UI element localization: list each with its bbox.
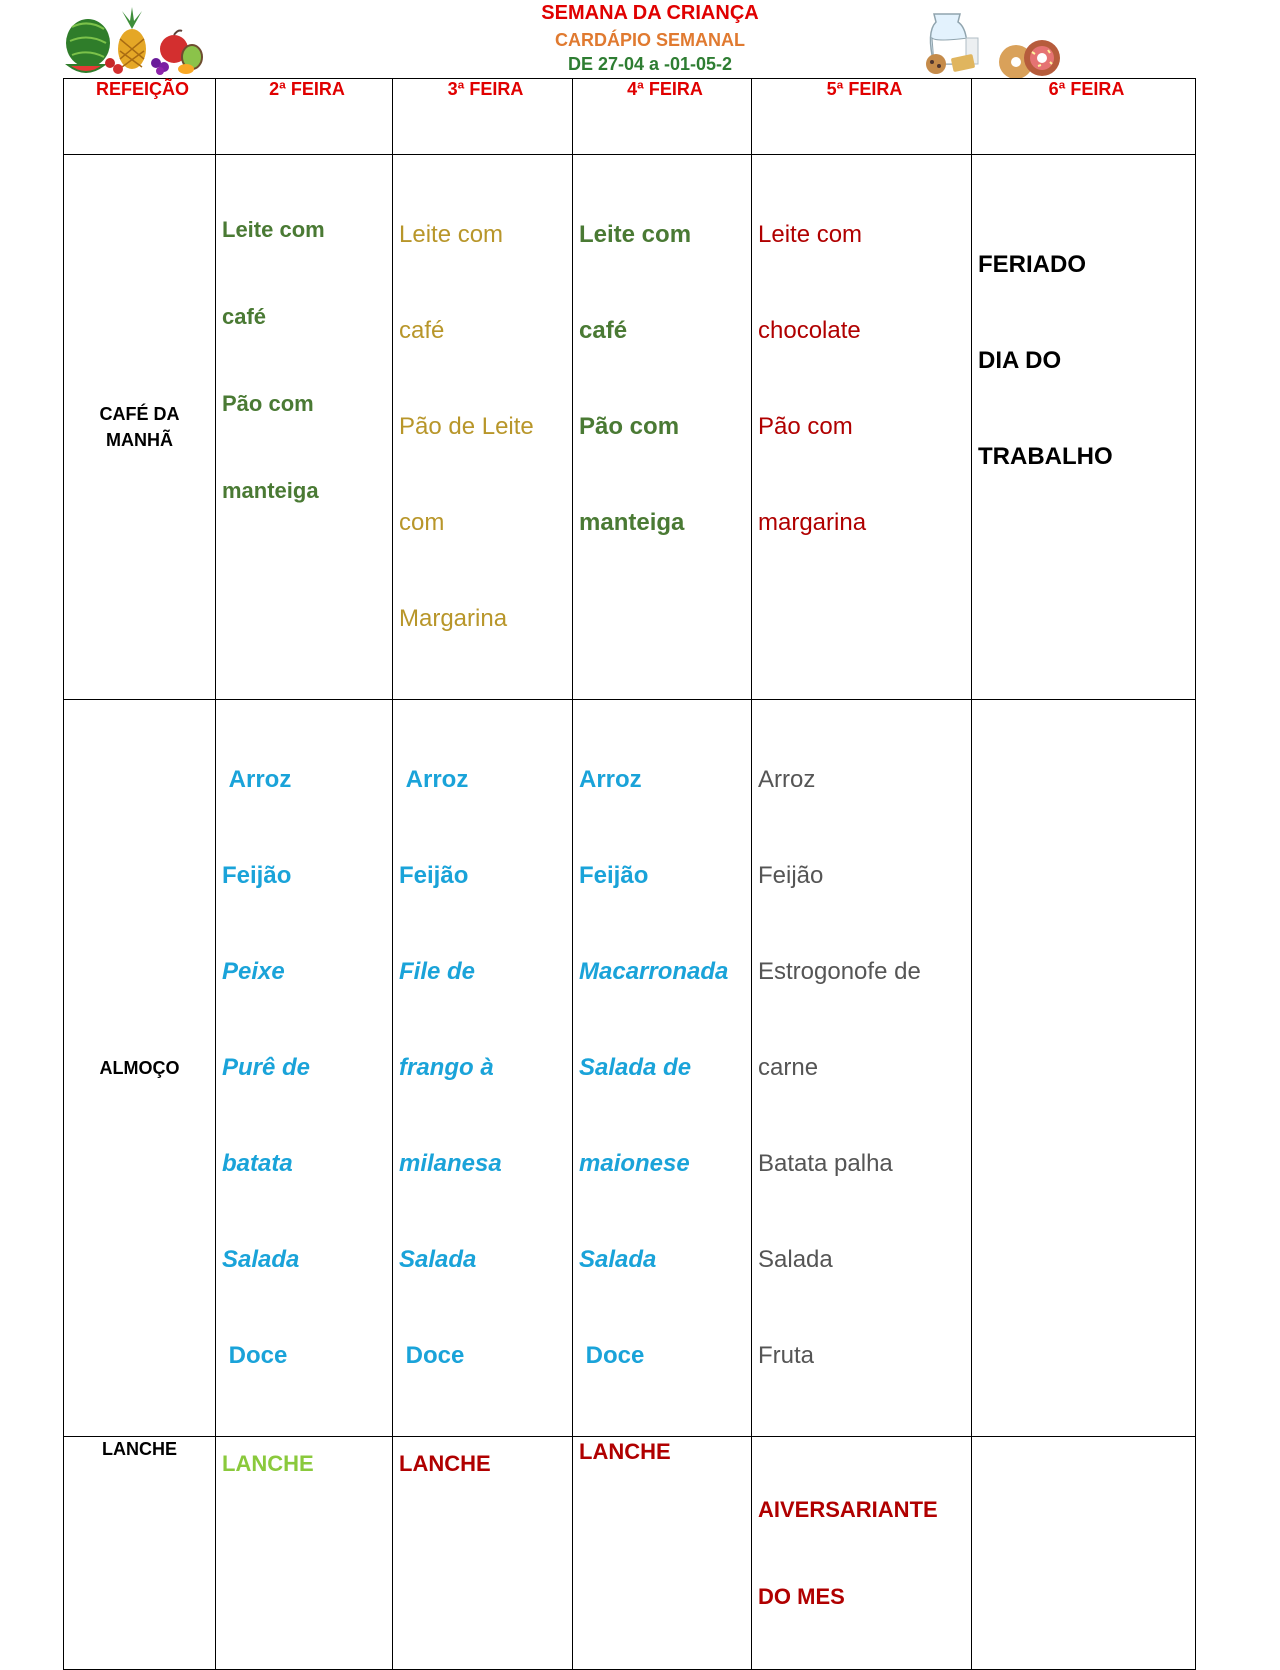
menu-line: batata (222, 1150, 293, 1177)
menu-line: com (399, 509, 445, 536)
menu-line: Salada (758, 1246, 833, 1273)
header-tuesday: 3ª FEIRA (393, 79, 573, 155)
menu-line: carne (758, 1054, 819, 1081)
menu-line: café (579, 317, 628, 344)
page-title: SEMANA DA CRIANÇA (541, 2, 759, 24)
menu-line: Feijão (222, 862, 292, 889)
header-thursday: 5ª FEIRA (752, 79, 972, 155)
menu-line: frango à (399, 1054, 494, 1081)
menu-line: Pão com (758, 413, 853, 440)
row-label-snack: LANCHE (64, 1437, 216, 1670)
menu-line: Pão de Leite (399, 413, 534, 440)
menu-line: manteiga (579, 509, 685, 536)
menu-line: café (222, 304, 267, 329)
menu-line: Salada (222, 1246, 300, 1273)
menu-line: DO MES (758, 1584, 845, 1609)
lunch-wednesday (573, 700, 752, 1437)
menu-line: Arroz (758, 766, 816, 793)
header-monday: 2ª FEIRA (216, 79, 393, 155)
menu-line: margarina (758, 509, 867, 536)
menu-line: milanesa (399, 1150, 502, 1177)
menu-line: maionese (579, 1150, 690, 1177)
menu-line: Leite com (758, 221, 863, 248)
page-subtitle: CARDÁPIO SEMANAL (554, 30, 745, 50)
menu-line: AIVERSARIANTE (758, 1497, 938, 1522)
lunch-friday (972, 700, 1196, 1437)
header-row (64, 79, 1196, 155)
table-row (64, 155, 1196, 700)
menu-line: Pão com (222, 391, 314, 416)
menu-line: manteiga (222, 478, 319, 503)
row-label-breakfast: CAFÉ DA MANHÃ (64, 155, 216, 700)
menu-line: Doce (399, 1342, 465, 1369)
menu-line: FERIADO (978, 251, 1086, 278)
table-row (64, 1437, 1196, 1670)
breakfast-thursday (752, 155, 972, 700)
menu-line: Estrogonofe de (758, 958, 921, 985)
cookie-icon (926, 54, 946, 74)
lunch-monday (216, 700, 393, 1437)
menu-line: LANCHE (579, 1439, 671, 1464)
snack-tuesday (393, 1437, 573, 1670)
menu-line: DIA DO (978, 347, 1062, 374)
menu-line: TRABALHO (978, 443, 1113, 470)
watermelon-slice-icon (68, 65, 104, 72)
weekly-menu-table (63, 78, 1196, 1670)
menu-line: Leite com (579, 221, 692, 248)
menu-line: Fruta (758, 1342, 815, 1369)
breakfast-illustration (912, 8, 1072, 84)
snack-thursday (752, 1437, 972, 1670)
menu-line: File de (399, 958, 476, 985)
row-label-lunch: ALMOÇO (64, 700, 216, 1437)
header-friday: 6ª FEIRA (972, 79, 1196, 155)
menu-line: Feijão (758, 862, 824, 889)
snack-wednesday (573, 1437, 752, 1670)
menu-line: Feijão (579, 862, 649, 889)
lunch-tuesday (393, 700, 573, 1437)
breakfast-tuesday (393, 155, 573, 700)
menu-line: chocolate (758, 317, 861, 344)
menu-line: Leite com (399, 221, 504, 248)
menu-line: Purê de (222, 1054, 311, 1081)
lunch-thursday (752, 700, 972, 1437)
breakfast-wednesday (573, 155, 752, 700)
menu-line: Salada de (579, 1054, 692, 1081)
date-range: DE 27-04 a -01-05-2 (567, 54, 733, 74)
menu-line: Salada (399, 1246, 477, 1273)
menu-line: Leite com (222, 217, 325, 242)
menu-line: Macarronada (579, 958, 729, 985)
table-row (64, 700, 1196, 1437)
snack-friday (972, 1437, 1196, 1670)
menu-line: Doce (579, 1342, 645, 1369)
menu-line: Doce (222, 1342, 288, 1369)
menu-line: Arroz (222, 766, 292, 793)
fruits-illustration (62, 5, 204, 77)
menu-line: Arroz (579, 766, 642, 793)
menu-line: Margarina (399, 605, 508, 632)
menu-line: Peixe (222, 958, 285, 985)
snack-monday (216, 1437, 393, 1670)
menu-line: LANCHE (399, 1451, 491, 1476)
header-wednesday: 4ª FEIRA (573, 79, 752, 155)
menu-line: Batata palha (758, 1150, 893, 1177)
menu-line: Arroz (399, 766, 469, 793)
menu-line: Feijão (399, 862, 469, 889)
menu-line: Pão com (579, 413, 680, 440)
menu-line: café (399, 317, 445, 344)
menu-line: Salada (579, 1246, 657, 1273)
breakfast-friday (972, 155, 1196, 700)
menu-line: LANCHE (222, 1451, 314, 1476)
breakfast-monday (216, 155, 393, 700)
header-meal: REFEIÇÃO (64, 79, 216, 155)
